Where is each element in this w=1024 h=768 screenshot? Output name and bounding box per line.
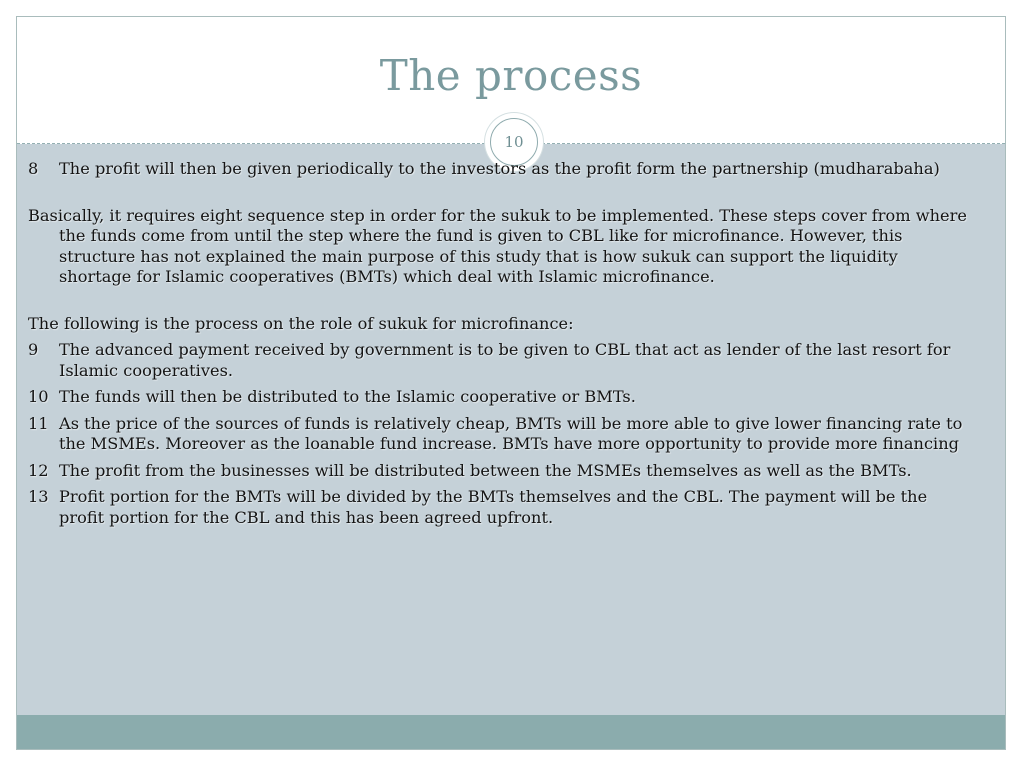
list-item	[28, 340, 968, 381]
list-number: 9	[28, 340, 39, 359]
list-text: The funds will then be distributed to the Islamic cooperative or BMTs.	[59, 387, 636, 406]
list-number: 13	[28, 487, 49, 506]
list-item	[28, 387, 968, 408]
list-item	[28, 414, 968, 455]
summary-paragraph: Basically, it requires eight sequence step in order for the sukuk to be implemented. These steps cover from where the funds come from until the step where the fund is given to CBL like for microfinance. However, this structure has not explained the main purpose of this study that is how sukuk can support the liquidity shortage for Islamic cooperatives (BMTs) which deal with Islamic microfinance.	[28, 205, 967, 286]
list-number: 11	[28, 413, 49, 433]
list-number: 8	[28, 159, 39, 178]
list-number: 10	[28, 387, 49, 406]
footer-bar	[17, 715, 1005, 749]
list-number: 12	[28, 460, 49, 480]
list-text: The advanced payment received by government is to be given to CBL that act as lender of the last resort for Islamic cooperatives.	[59, 340, 951, 380]
list-text: As the price of the sources of funds is relatively cheap, BMTs will be more able to give lower financing rate to the MSMEs. Moreover as the loanable fund increase. BMTs have more opportunity to provide more financing	[59, 413, 963, 453]
list-item	[28, 461, 968, 482]
slide-title: The process	[379, 51, 643, 100]
intro-line: The following is the process on the role of sukuk for microfinance:	[28, 313, 574, 333]
list-text: The profit from the businesses will be distributed between the MSMEs themselves as well as the BMTs.	[59, 460, 912, 480]
slide-body	[28, 159, 968, 528]
list-text: Profit portion for the BMTs will be divided by the BMTs themselves and the CBL. The payment will be the profit portion for the CBL and this has been agreed upfront.	[59, 487, 928, 527]
page-number: 10	[490, 118, 538, 166]
list-item-8	[28, 159, 968, 180]
list-text: The profit will then be given periodically to the investors as the profit form the partnership (mudharabaha)	[59, 159, 940, 178]
list-item	[28, 487, 968, 528]
